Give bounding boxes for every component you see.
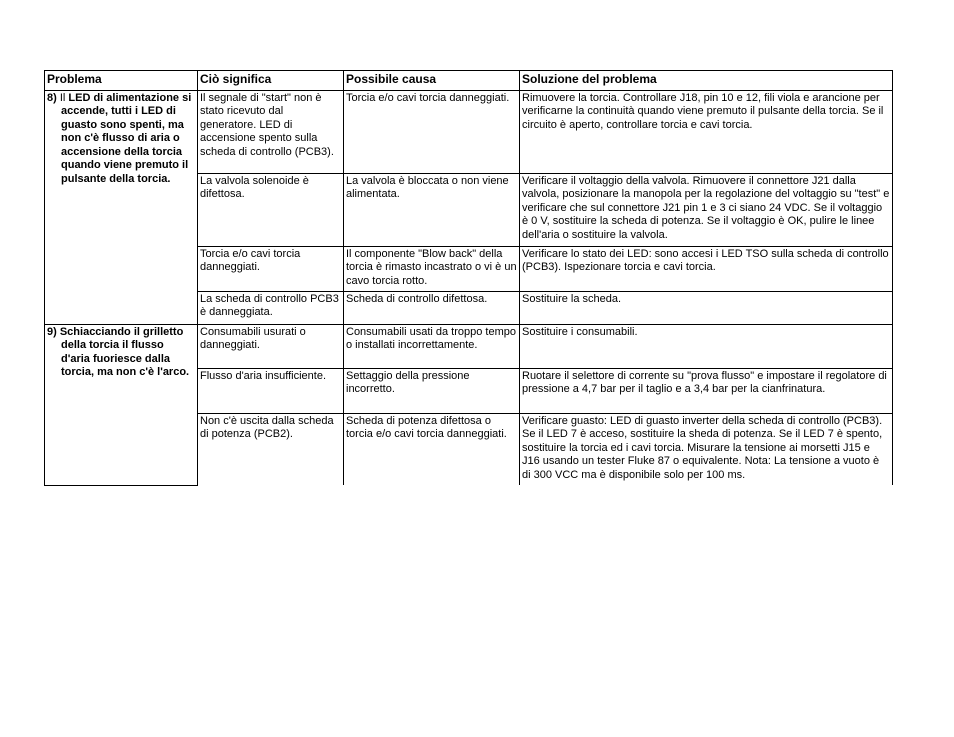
cause-cell: Scheda di controllo difettosa. [344, 291, 520, 324]
table-row [45, 324, 893, 368]
solution-cell: Sostituire i consumabili. [520, 324, 893, 368]
cause-cell: Torcia e/o cavi torcia danneggiati. [344, 90, 520, 173]
problem-number: 8) [47, 91, 57, 104]
meaning-cell: Flusso d'aria insufficiente. [198, 368, 344, 413]
header-row [45, 71, 893, 91]
meaning-cell: Consumabili usurati o danneggiati. [198, 324, 344, 368]
problem-text: Schiacciando il grilletto della torcia il flusso d'aria fuoriesce dalla torcia, ma non c'è l'arco. [59, 325, 190, 378]
meaning-cell: Torcia e/o cavi torcia danneggiati. [198, 246, 344, 291]
cause-cell: Consumabili usati da troppo tempo o installati incorrettamente. [344, 324, 520, 368]
solution-cell: Verificare il voltaggio della valvola. Rimuovere il connettore J21 dalla valvola, posizionare la manopola per la regolazione del voltaggio su "test" e verificare che sul connettore J21 pin 1 e 3 ci siano 24 VDC. Se il voltaggio è 0 V, sostituire la scheda di potenza. Se il voltaggio è OK, pulire le linee dell'aria o sostituire la valvola. [520, 173, 893, 246]
header-meaning: Ciò significa [198, 71, 344, 91]
header-solution: Soluzione del problema [520, 71, 893, 91]
problem-text: LED di alimentazione si accende, tutti i LED di guasto sono spenti, ma non c'è flusso di aria o accensione della torcia quando viene premuto il pulsante della torcia. [61, 91, 192, 185]
solution-cell: Sostituire la scheda. [520, 291, 893, 324]
meaning-cell: La scheda di controllo PCB3 è danneggiata. [198, 291, 344, 324]
solution-cell: Rimuovere la torcia. Controllare J18, pin 10 e 12, fili viola e arancione per verificarne la continuità quando viene premuto il pulsante della torcia. Se il circuito è aperto, controllare torcia e cavi torcia. [520, 90, 893, 173]
problem-text-plain: Il [59, 91, 66, 104]
cause-cell: La valvola è bloccata o non viene alimentata. [344, 173, 520, 246]
problem-8-cell [45, 90, 198, 324]
cause-cell: Scheda di potenza difettosa o torcia e/o cavi torcia danneggiati. [344, 413, 520, 485]
solution-cell: Verificare lo stato dei LED: sono accesi i LED TSO sulla scheda di controllo (PCB3). Ispezionare torcia e cavi torcia. [520, 246, 893, 291]
problem-number: 9) [47, 325, 57, 338]
troubleshooting-table [44, 70, 893, 486]
table-row [45, 90, 893, 173]
header-problem: Problema [45, 71, 198, 91]
meaning-cell: Il segnale di "start" non è stato ricevuto dal generatore. LED di accensione spento sulla scheda di controllo (PCB3). [198, 90, 344, 173]
solution-cell: Verificare guasto: LED di guasto inverter della scheda di controllo (PCB3). Se il LED 7 è acceso, sostituire la sheda di potenza. Se il LED 7 è spento, sostituire la torcia ed i cavi torcia. Misurare la tensione ai morsetti J15 e J16 usando un tester Fluke 87 o equivalente. Nota: La tensione a vuoto è di 300 VCC ma è disponibile solo per 100 ms. [520, 413, 893, 485]
meaning-cell: Non c'è uscita dalla scheda di potenza (PCB2). [198, 413, 344, 485]
header-cause: Possibile causa [344, 71, 520, 91]
solution-cell: Ruotare il selettore di corrente su "prova flusso" e impostare il regolatore di pressione a 4,7 bar per il taglio e a 3,4 bar per la cianfrinatura. [520, 368, 893, 413]
meaning-cell: La valvola solenoide è difettosa. [198, 173, 344, 246]
cause-cell: Il componente "Blow back" della torcia è rimasto incastrato o vi è un cavo torcia rotto. [344, 246, 520, 291]
problem-9-cell [45, 324, 198, 485]
cause-cell: Settaggio della pressione incorretto. [344, 368, 520, 413]
